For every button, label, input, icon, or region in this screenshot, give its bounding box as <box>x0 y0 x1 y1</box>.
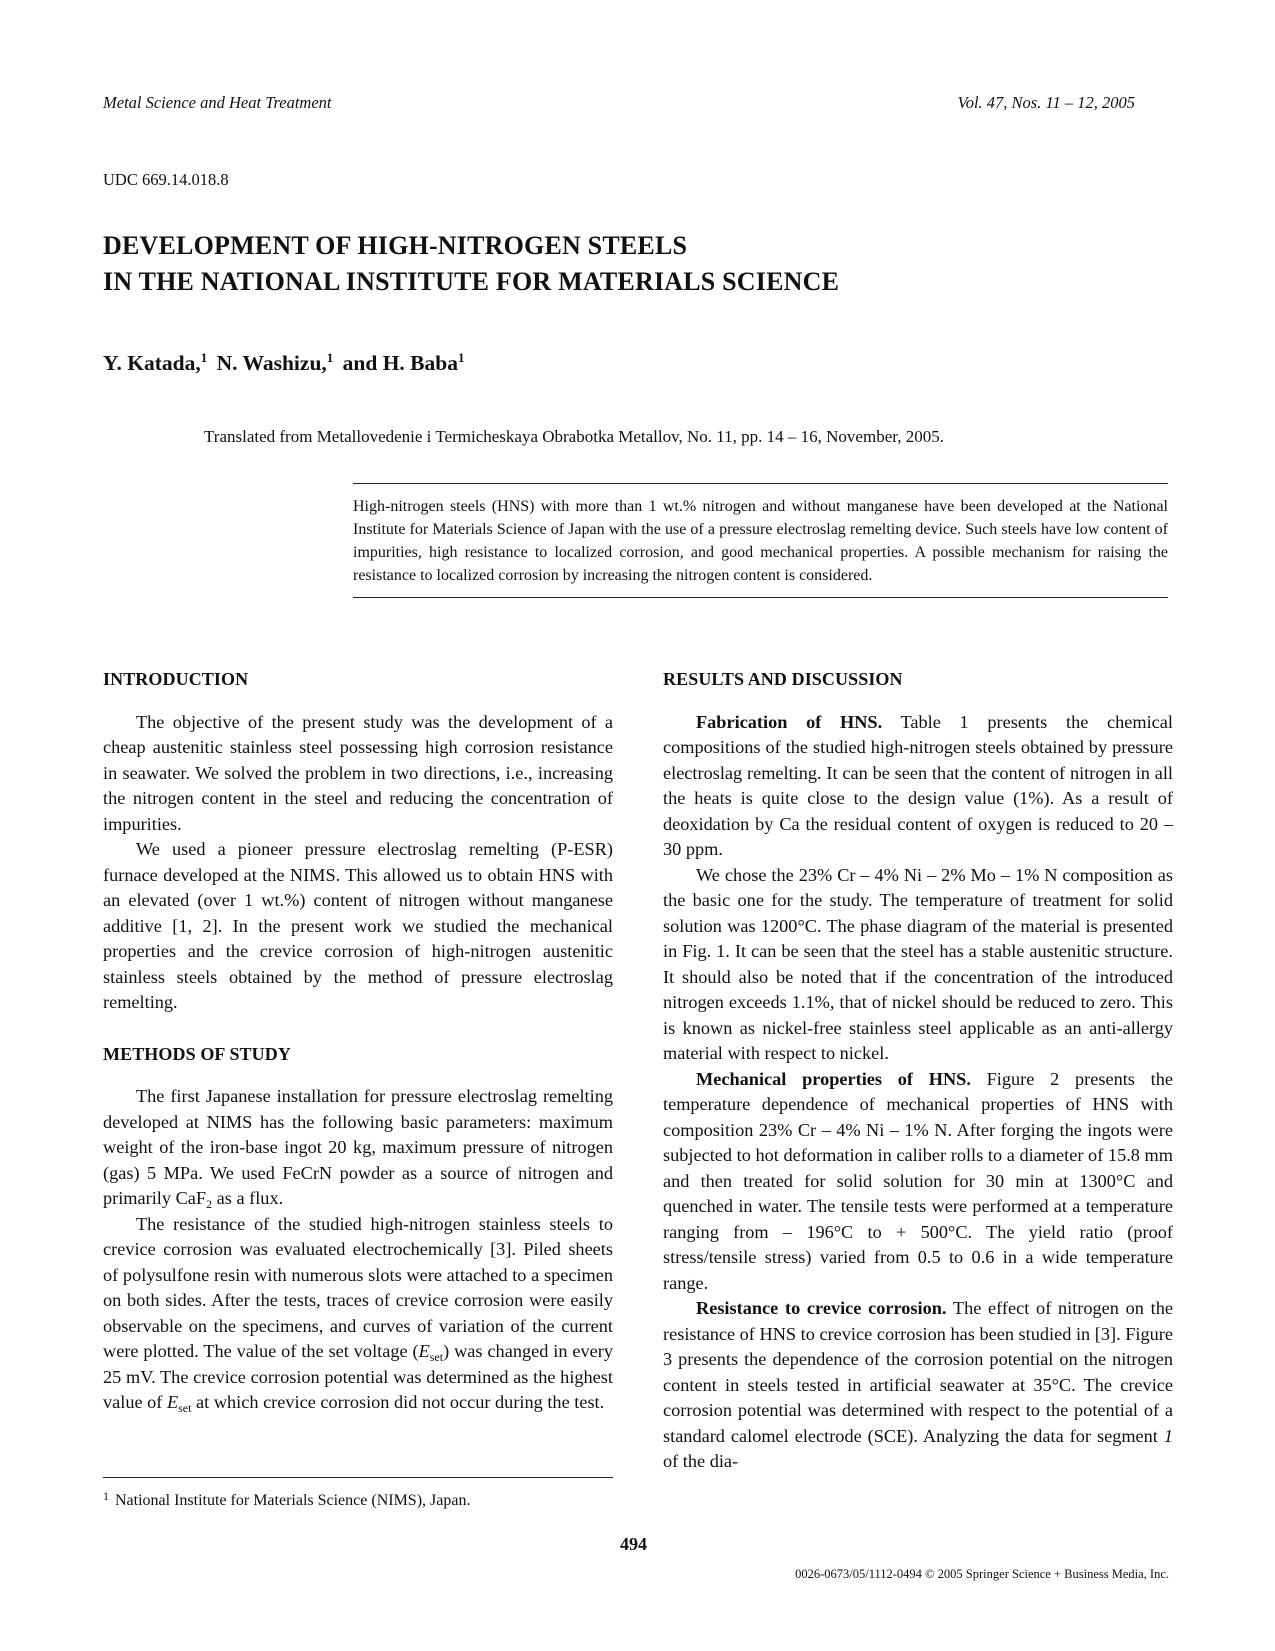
results-paragraph: We chose the 23% Cr – 4% Ni – 2% Mo – 1% N composition as the basic one for the study. The temperature of treatment for solid solution was 1200°C. The phase diagram of the material is presented in Fig. 1. It can be seen that the steel has a stable austenitic structure. It should also be noted that if the concentration of the introduced nitrogen exceeds 1.1%, that of nickel should be reduced to zero. This is known as nickel-free stainless steel applicable as an anti-allergy material with respect to nickel. <box>663 864 1173 1063</box>
results-paragraph: Resistance to crevice corrosion. The effect of nitrogen on the resistance of HNS to crevice corrosion has been studied in [3]. Figure 3 presents the dependence of the corrosion potential on the nitrogen content in steels tested in artificial seawater at 35°C. The crevice corrosion potential was determined with respect to the potential of a standard calomel electrode (SCE). Analyzing the data for segment 1 of the dia- <box>663 1298 1174 1471</box>
footnote-mark: 1 <box>103 1489 109 1503</box>
abstract: High-nitrogen steels (HNS) with more than 1 wt.% nitrogen and without manganese have been developed at the National Institute for Materials Science of Japan with the use of a pressure electroslag remelting device. Such steels have low content of impurities, high resistance to localized corrosion, and good mechanical properties. A possible mechanism for raising the resistance to localized corrosion by increasing the nitrogen content is considered. <box>353 483 1168 598</box>
results-paragraph: Fabrication of HNS. Table 1 presents the chemical compositions of the studied high-nitrogen steels obtained by pressure electroslag remelting. It can be seen that the content of nitrogen in all the heats is quite close to the design value (1%). As a result of deoxidation by Ca the residual content of oxygen is reduced to 20 – 30 ppm. <box>663 711 1173 859</box>
affiliation-mark: 1 <box>457 350 465 365</box>
paper-title <box>103 228 839 300</box>
udc-code: UDC 669.14.018.8 <box>103 170 229 189</box>
journal-name: Metal Science and Heat Treatment <box>103 93 332 112</box>
copyright-line: 0026-0673/05/1112-0494 © 2005 Springer Science + Business Media, Inc. <box>795 1567 1169 1581</box>
section-heading-methods: METHODS OF STUDY <box>103 1043 291 1064</box>
author-list <box>103 350 468 376</box>
affiliation-mark: 1 <box>326 350 334 365</box>
results-paragraph: Mechanical properties of HNS. Figure 2 presents the temperature dependence of mechanical properties of HNS with composition 23% Cr – 4% Ni – 1% N. After forging the ingots were subjected to hot deformation in caliber rolls to a diameter of 15.8 mm and then treated for solid solution for 30 min at 1300°C and quenched in water. The tensile tests were performed at a temperature ranging from – 196°C to + 500°C. The yield ratio (proof stress/tensile stress) varied from 0.5 to 0.6 in a wide temperature range. <box>663 1068 1173 1293</box>
page-number: 494 <box>620 1534 647 1554</box>
methods-paragraph: The resistance of the studied high-nitrogen stainless steels to crevice corrosion was evaluated electrochemically [3]. Piled sheets of polysulfone resin with numerous slots were attached to a specimen on both sides. After the tests, traces of crevice corrosion were easily observable on the specimens, and curves of variation of the current were plotted. The value of the set voltage $(E_{set})$ was changed in every 25 mV. The crevice corrosion potential was determined as the highest value of $E_{set}$ at which crevice corrosion did not occur during the test. <box>103 1213 613 1415</box>
author-name: and H. Baba <box>342 351 458 375</box>
section-heading-introduction: INTRODUCTION <box>103 669 249 689</box>
footnote-divider <box>103 1477 613 1478</box>
author-name: Y. Katada, <box>103 351 201 375</box>
affiliation-mark: 1 <box>200 350 208 365</box>
title-line-1: DEVELOPMENT OF HIGH-NITROGEN STEELS <box>103 231 688 260</box>
author-name: N. Washizu, <box>216 351 327 375</box>
right-column <box>663 667 1173 1475</box>
methods-paragraph: The first Japanese installation for pressure electroslag remelting developed at NIMS has the following basic parameters: maximum weight of the iron-base ingot 20 kg, maximum pressure of nitrogen (gas) 5 MPa. We used FeCrN powder as a source of nitrogen and primarily CaF$_2$ as a flux. <box>103 1086 613 1211</box>
intro-paragraph: We used a pioneer pressure electroslag remelting (P-ESR) furnace developed at the NIMS. This allowed us to obtain HNS with an elevated (over 1 wt.%) content of nitrogen without manganese additive [1, 2]. In the present work we studied the mechanical properties and the crevice corrosion of high-nitrogen austenitic stainless steels obtained by the method of pressure electroslag remelting. <box>103 839 613 1012</box>
title-line-2: IN THE NATIONAL INSTITUTE FOR MATERIALS SCIENCE <box>103 267 840 296</box>
volume-info: Vol. 47, Nos. 11 – 12, 2005 <box>957 93 1135 112</box>
translation-note: Translated from Metallovedenie i Termicheskaya Obrabotka Metallov, No. 11, pp. 14 – 16, November, 2005. <box>204 427 944 446</box>
intro-paragraph: The objective of the present study was the development of a cheap austenitic stainless steel possessing high corrosion resistance in seawater. We solved the problem in two directions, i.e., increasing the nitrogen content in the steel and reducing the concentration of impurities. <box>103 711 613 834</box>
left-column <box>103 667 613 1416</box>
section-heading-results: RESULTS AND DISCUSSION <box>663 669 903 689</box>
footnote <box>103 1489 470 1510</box>
footnote-text: National Institute for Materials Science (NIMS), Japan. <box>115 1492 471 1509</box>
